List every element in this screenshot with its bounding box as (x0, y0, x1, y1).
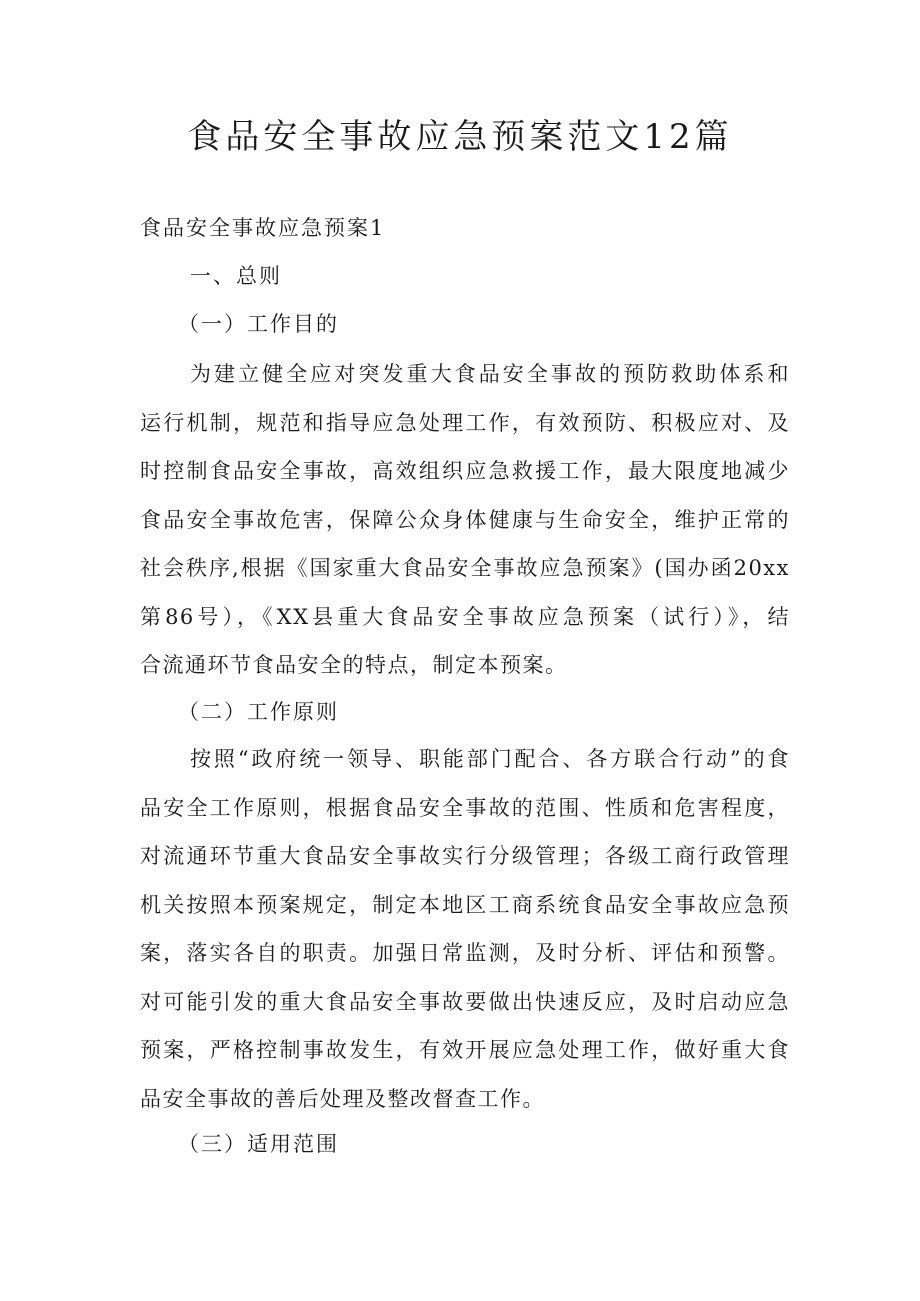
paragraph-line: 按照“政府统一领导、职能部门配合、各方联合行动”的食 (190, 747, 790, 771)
paragraph-line: 运行机制，规范和指导应急处理工作，有效预防、积极应对、及 (140, 410, 790, 435)
paragraph-line: 机关按照本预案规定，制定本地区工商系统食品安全事故应急预 (140, 892, 790, 917)
section-heading-general: 一、总则 (190, 264, 282, 288)
paragraph-line: 预案，严格控制事故发生，有效开展应急处理工作，做好重大食 (140, 1038, 790, 1062)
document-title: 食品安全事故应急预案范文12篇 (187, 117, 733, 157)
paragraph-principles (140, 735, 790, 1123)
paragraph-line: 品安全工作原则，根据食品安全事故的范围、性质和危害程度， (140, 795, 790, 820)
paragraph-line: 时控制食品安全事故，高效组织应急救援工作，最大限度地减少 (140, 459, 790, 483)
plan-heading: 食品安全事故应急预案1 (140, 216, 386, 240)
paragraph-line: 对流通环节重大食品安全事故实行分级管理；各级工商行政管理 (140, 844, 790, 868)
paragraph-line: 第86号），《XX县重大食品安全事故应急预案（试行）》，结 (140, 604, 790, 629)
paragraph-line: 为建立健全应对突发重大食品安全事故的预防救助体系和 (190, 362, 790, 386)
paragraph-line: 品安全事故的善后处理及整改督查工作。 (140, 1086, 545, 1111)
paragraph-line: 社会秩序,根据《国家重大食品安全事故应急预案》(国办函20xx (140, 556, 790, 580)
subsection-heading-principles: （二）工作原则 (178, 700, 339, 724)
paragraph-line: 案，落实各自的职责。加强日常监测，及时分析、评估和预警。 (140, 941, 790, 965)
paragraph-line: 对可能引发的重大食品安全事故要做出快速反应，及时启动应急 (140, 989, 790, 1014)
paragraph-line: 食品安全事故危害，保障公众身体健康与生命安全，维护正常的 (140, 507, 790, 532)
paragraph-purpose (140, 350, 790, 690)
paragraph-line: 合流通环节食品安全的特点，制定本预案。 (140, 653, 568, 677)
subsection-heading-scope: （三）适用范围 (178, 1132, 339, 1156)
subsection-heading-purpose: （一）工作目的 (178, 312, 339, 336)
